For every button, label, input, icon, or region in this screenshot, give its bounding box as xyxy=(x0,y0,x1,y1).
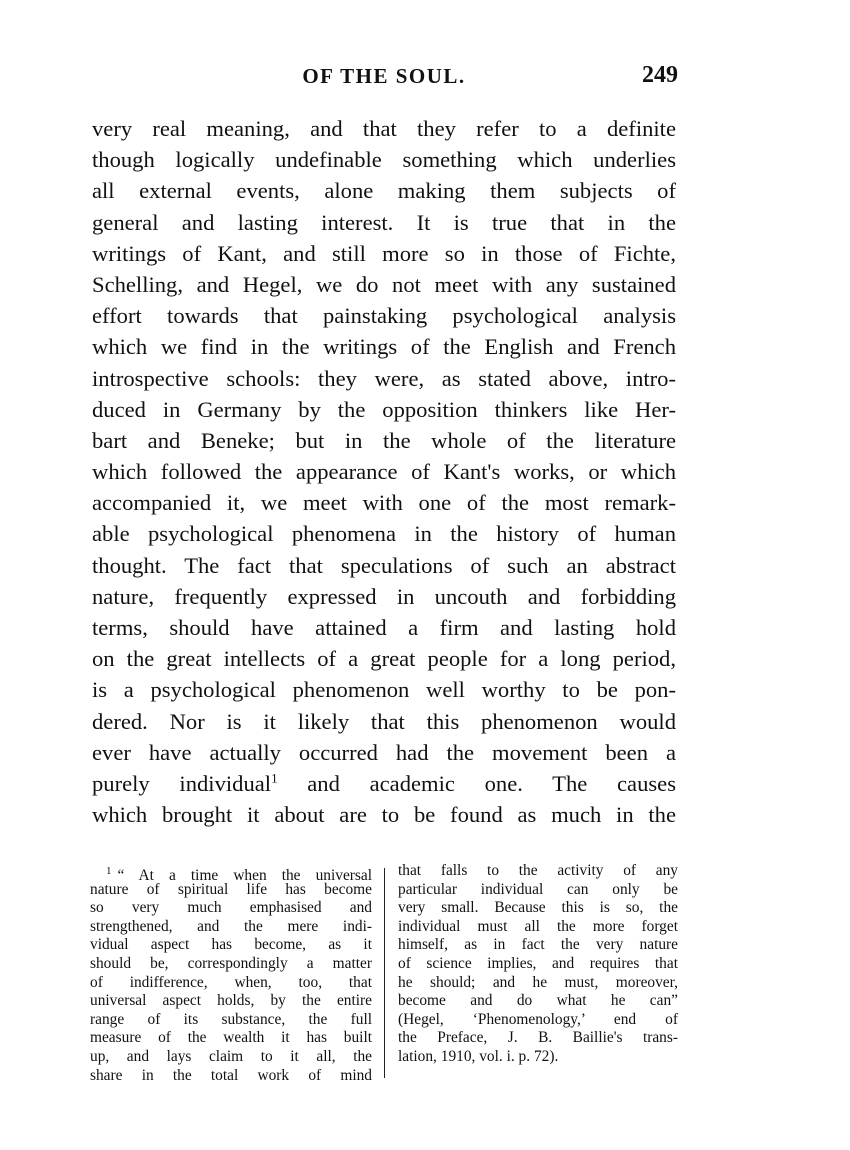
footnote-block xyxy=(90,862,678,1082)
text-line: on the great intellects of a great people for a long period, xyxy=(92,646,676,672)
text-line: all external events, alone making them subjects of xyxy=(92,178,676,204)
body-text xyxy=(92,113,676,830)
footnote-line: share in the total work of mind xyxy=(90,1066,372,1084)
footnote-line: become and do what he can” xyxy=(398,992,678,1010)
footnote-line: measure of the wealth it has built xyxy=(90,1029,372,1047)
footnote-marker: 1 xyxy=(106,865,112,877)
footnote-line: very small. Because this is so, the xyxy=(398,899,678,917)
text-line: writings of Kant, and still more so in those of Fichte, xyxy=(92,240,676,266)
footnote-line: himself, as in fact the very nature xyxy=(398,936,678,954)
text-line: effort towards that painstaking psychological analysis xyxy=(92,303,676,329)
footnote-line: strengthened, and the mere indi- xyxy=(90,917,372,935)
footnote-line: lation, 1910, vol. i. p. 72). xyxy=(398,1047,559,1065)
text-line: general and lasting interest. It is true that in the xyxy=(92,209,676,235)
footnote-line: universal aspect holds, by the entire xyxy=(90,992,372,1010)
text-line: bart and Beneke; but in the whole of the literature xyxy=(92,427,676,453)
text-line: is a psychological phenomenon well worthy to be pon- xyxy=(92,677,676,703)
text-line: nature, frequently expressed in uncouth and forbidding xyxy=(92,583,676,609)
footnote-line: of science implies, and requires that xyxy=(398,954,678,972)
footnote-reference[interactable]: 1 xyxy=(271,770,278,786)
footnote-column-right xyxy=(398,862,678,1067)
footnote-line: of indifference, when, too, that xyxy=(90,973,372,991)
text-line: able psychological phenomena in the history of human xyxy=(92,521,676,547)
footnote-line: vidual aspect has become, as it xyxy=(90,936,372,954)
text-line: dered. Nor is it likely that this phenomenon would xyxy=(92,708,676,734)
page-header xyxy=(90,62,678,94)
footnote-line: (Hegel, ‘Phenomenology,’ end of xyxy=(398,1010,678,1028)
footnote-line: particular individual can only be xyxy=(398,880,678,898)
text-line: terms, should have attained a firm and lasting hold xyxy=(92,615,676,640)
text-line: very real meaning, and that they refer to a definite xyxy=(92,116,676,141)
text-line-with-footnote-ref xyxy=(92,768,676,799)
text-segment: purely individual xyxy=(92,770,272,796)
footnote-line: so very much emphasised and xyxy=(90,899,372,917)
footnote-line: up, and lays claim to it all, the xyxy=(90,1047,372,1065)
text-line: which followed the appearance of Kant's works, or which xyxy=(92,459,676,485)
text-line: Schelling, and Hegel, we do not meet with any sustained xyxy=(92,271,676,297)
column-divider xyxy=(384,868,385,1078)
footnote-line: should be, correspondingly a matter xyxy=(90,954,372,972)
text-line: ever have actually occurred had the movement been a xyxy=(92,739,676,765)
text-segment: and academic one. The causes xyxy=(307,770,676,796)
text-line: which we find in the writings of the English and French xyxy=(92,334,676,360)
text-line: duced in Germany by the opposition thinkers like Her- xyxy=(92,396,676,422)
footnote-column-left xyxy=(90,862,372,1085)
footnote-line: that falls to the activity of any xyxy=(398,862,678,879)
footnote-line: individual must all the more forget xyxy=(398,917,678,935)
running-title: OF THE SOUL. xyxy=(302,64,466,88)
footnote-line: nature of spiritual life has become xyxy=(90,880,372,898)
footnote-line xyxy=(90,862,372,885)
footnote-line: he should; and he must, moreover, xyxy=(398,973,678,991)
footnote-text: “ At a time when the universal xyxy=(117,867,372,885)
text-line: which brought it about are to be found as much in the xyxy=(92,802,676,828)
text-line: thought. The fact that speculations of such an abstract xyxy=(92,552,676,578)
page-number: 249 xyxy=(642,62,678,88)
text-line: introspective schools: they were, as stated above, intro- xyxy=(92,365,676,391)
footnote-line: range of its substance, the full xyxy=(90,1010,372,1028)
text-line: accompanied it, we meet with one of the most remark- xyxy=(92,490,676,516)
text-line: though logically undefinable something which underlies xyxy=(92,147,676,173)
footnote-line: the Preface, J. B. Baillie's trans- xyxy=(398,1029,678,1047)
